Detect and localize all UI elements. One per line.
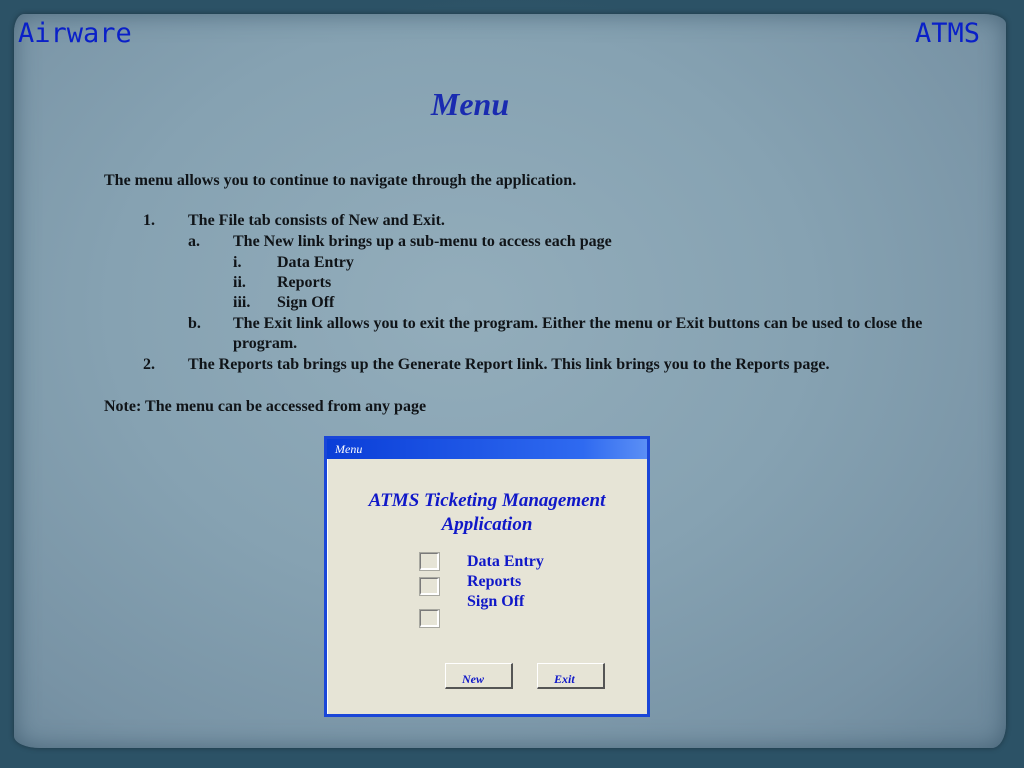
new-button[interactable]: New [445,663,513,689]
menu-window-screenshot [324,436,650,717]
list-item: The Exit link allows you to exit the program. Either the menu or Exit buttons can be used to close the [233,315,923,332]
sign-off-checkbox[interactable] [420,610,439,627]
list-item: The File tab consists of New and Exit. [188,212,445,229]
list-number: iii. [233,294,251,311]
list-item: The New link brings up a sub-menu to access each page [233,233,612,250]
list-number: 2. [143,356,155,373]
window-heading [327,489,647,537]
option-reports[interactable]: Reports [467,573,522,590]
reports-checkbox[interactable] [420,578,439,595]
brand-airware: Airware [18,18,132,49]
list-number: a. [188,233,200,250]
window-heading-line2: Application [441,514,533,535]
page-title: Menu [430,86,510,122]
window-heading-line1: ATMS Ticketing Management [368,490,606,511]
window-titlebar [327,439,647,459]
list-item: Reports [277,274,332,291]
intro-text: The menu allows you to continue to navigate through the application. [104,172,577,189]
list-item: Data Entry [277,254,354,271]
note-text: Note: The menu can be accessed from any page [104,398,427,415]
window-title: Menu [335,442,363,456]
brand-atms: ATMS [914,18,980,49]
data-entry-checkbox[interactable] [420,553,439,570]
list-item: Sign Off [277,294,335,311]
list-item-continued: program. [233,335,298,352]
list-item: The Reports tab brings up the Generate Report link. This link brings you to the Reports page. [188,356,830,373]
list-number: 1. [143,212,155,229]
option-data-entry[interactable]: Data Entry [467,553,544,570]
option-sign-off[interactable]: Sign Off [467,593,525,610]
list-number: i. [233,254,242,271]
list-number: ii. [233,274,246,291]
list-number: b. [188,315,201,332]
exit-button[interactable]: Exit [537,663,605,689]
